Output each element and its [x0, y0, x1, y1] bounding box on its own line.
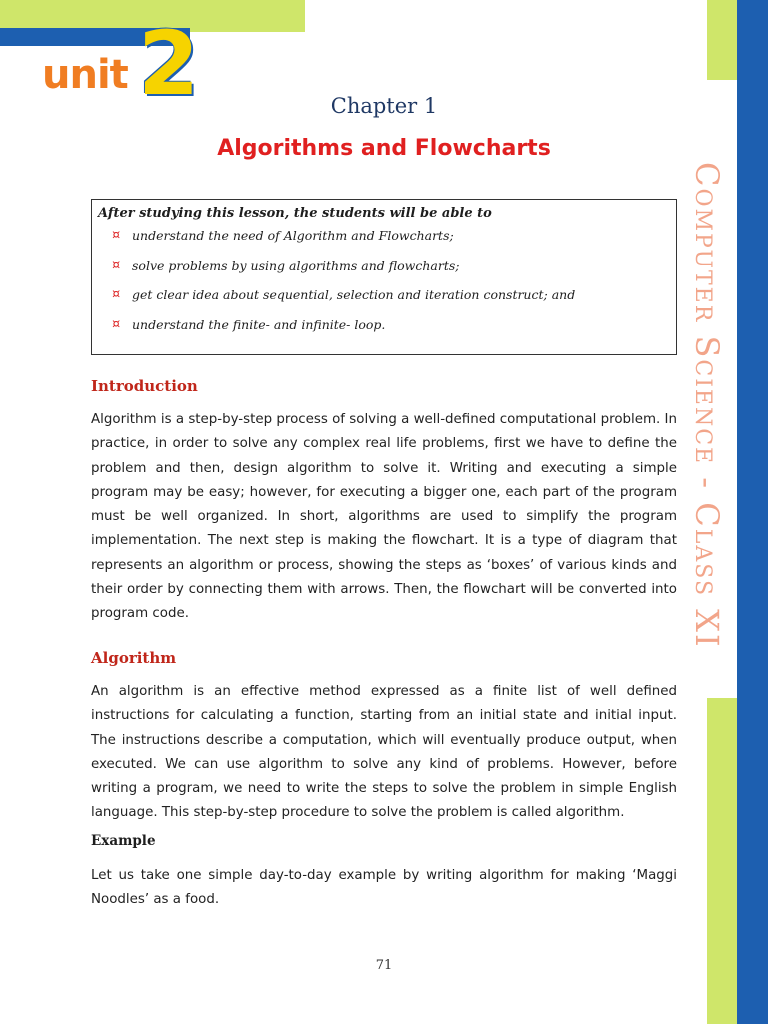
- page-number: 71: [375, 958, 393, 973]
- bullet-icon: ¤: [112, 257, 121, 273]
- chapter-label: [0, 94, 768, 118]
- bullet-icon: ¤: [112, 316, 121, 332]
- chapter-text: Chapter 1: [330, 94, 438, 118]
- introduction-heading: Introduction: [91, 377, 198, 395]
- example-heading: Example: [91, 833, 156, 849]
- side-title: Computer Science - Class XI: [688, 162, 726, 649]
- bullet-icon: ¤: [112, 228, 121, 243]
- objective-text: get clear idea about sequential, selection and iteration construct; and: [132, 287, 576, 302]
- algorithm-paragraph: An algorithm is an effective method expressed as a finite list of well defined instructions for calculating a function, starting from an initial state and initial input. The instructions describe a computation, which will eventually produce output, when executed. We can use algorithm to solve any kind of problems. However, before writing a program, we need to write the steps to solve the problem in simple English language. This step-by-step procedure to solve the problem is called algorithm.: [91, 684, 677, 821]
- bullet-icon: ¤: [112, 287, 121, 302]
- page-title: Algorithms and Flowcharts: [217, 136, 551, 161]
- algorithm-heading: Algorithm: [91, 649, 177, 667]
- objectives-box: [91, 199, 677, 355]
- objectives-list: [98, 227, 670, 345]
- introduction-paragraph: Algorithm is a step-by-step process of solving a well-defined computational problem. In practice, in order to solve any complex real life problems, first we have to define the problem and then, design algorithm to solve it. Writing and executing a simple program may be easy; however, for executing a bigger one, each part of the program must be well organized. In short, algorithms are used to simplify the program implementation. The next step is making the flowchart. It is a type of diagram that represents an algorithm or process, showing the steps as ‘boxes’ of various kinds and their order by connecting them with arrows. Then, the flowchart will be converted into program code.: [91, 412, 677, 622]
- unit-number: 2: [138, 12, 200, 115]
- objectives-heading: After studying this lesson, the students will be able to: [98, 206, 492, 221]
- side-blue-bar-top: [737, 0, 768, 80]
- objective-text: understand the need of Algorithm and Flowcharts;: [132, 228, 454, 243]
- objective-item: [98, 227, 670, 257]
- objective-text: solve problems by using algorithms and flowcharts;: [132, 257, 460, 273]
- objective-item: [98, 257, 670, 287]
- unit-logo: [42, 12, 202, 115]
- objective-item: [98, 316, 670, 346]
- objective-item: [98, 286, 670, 316]
- side-blue-bar: [737, 80, 768, 1024]
- example-paragraph: Let us take one simple day-to-day example by writing algorithm for making ‘Maggi Noodles’ as a food.: [91, 868, 677, 908]
- unit-word: unit: [42, 52, 128, 98]
- side-green-bar-top: [707, 0, 737, 80]
- objective-text: understand the finite- and infinite- loop.: [132, 316, 386, 332]
